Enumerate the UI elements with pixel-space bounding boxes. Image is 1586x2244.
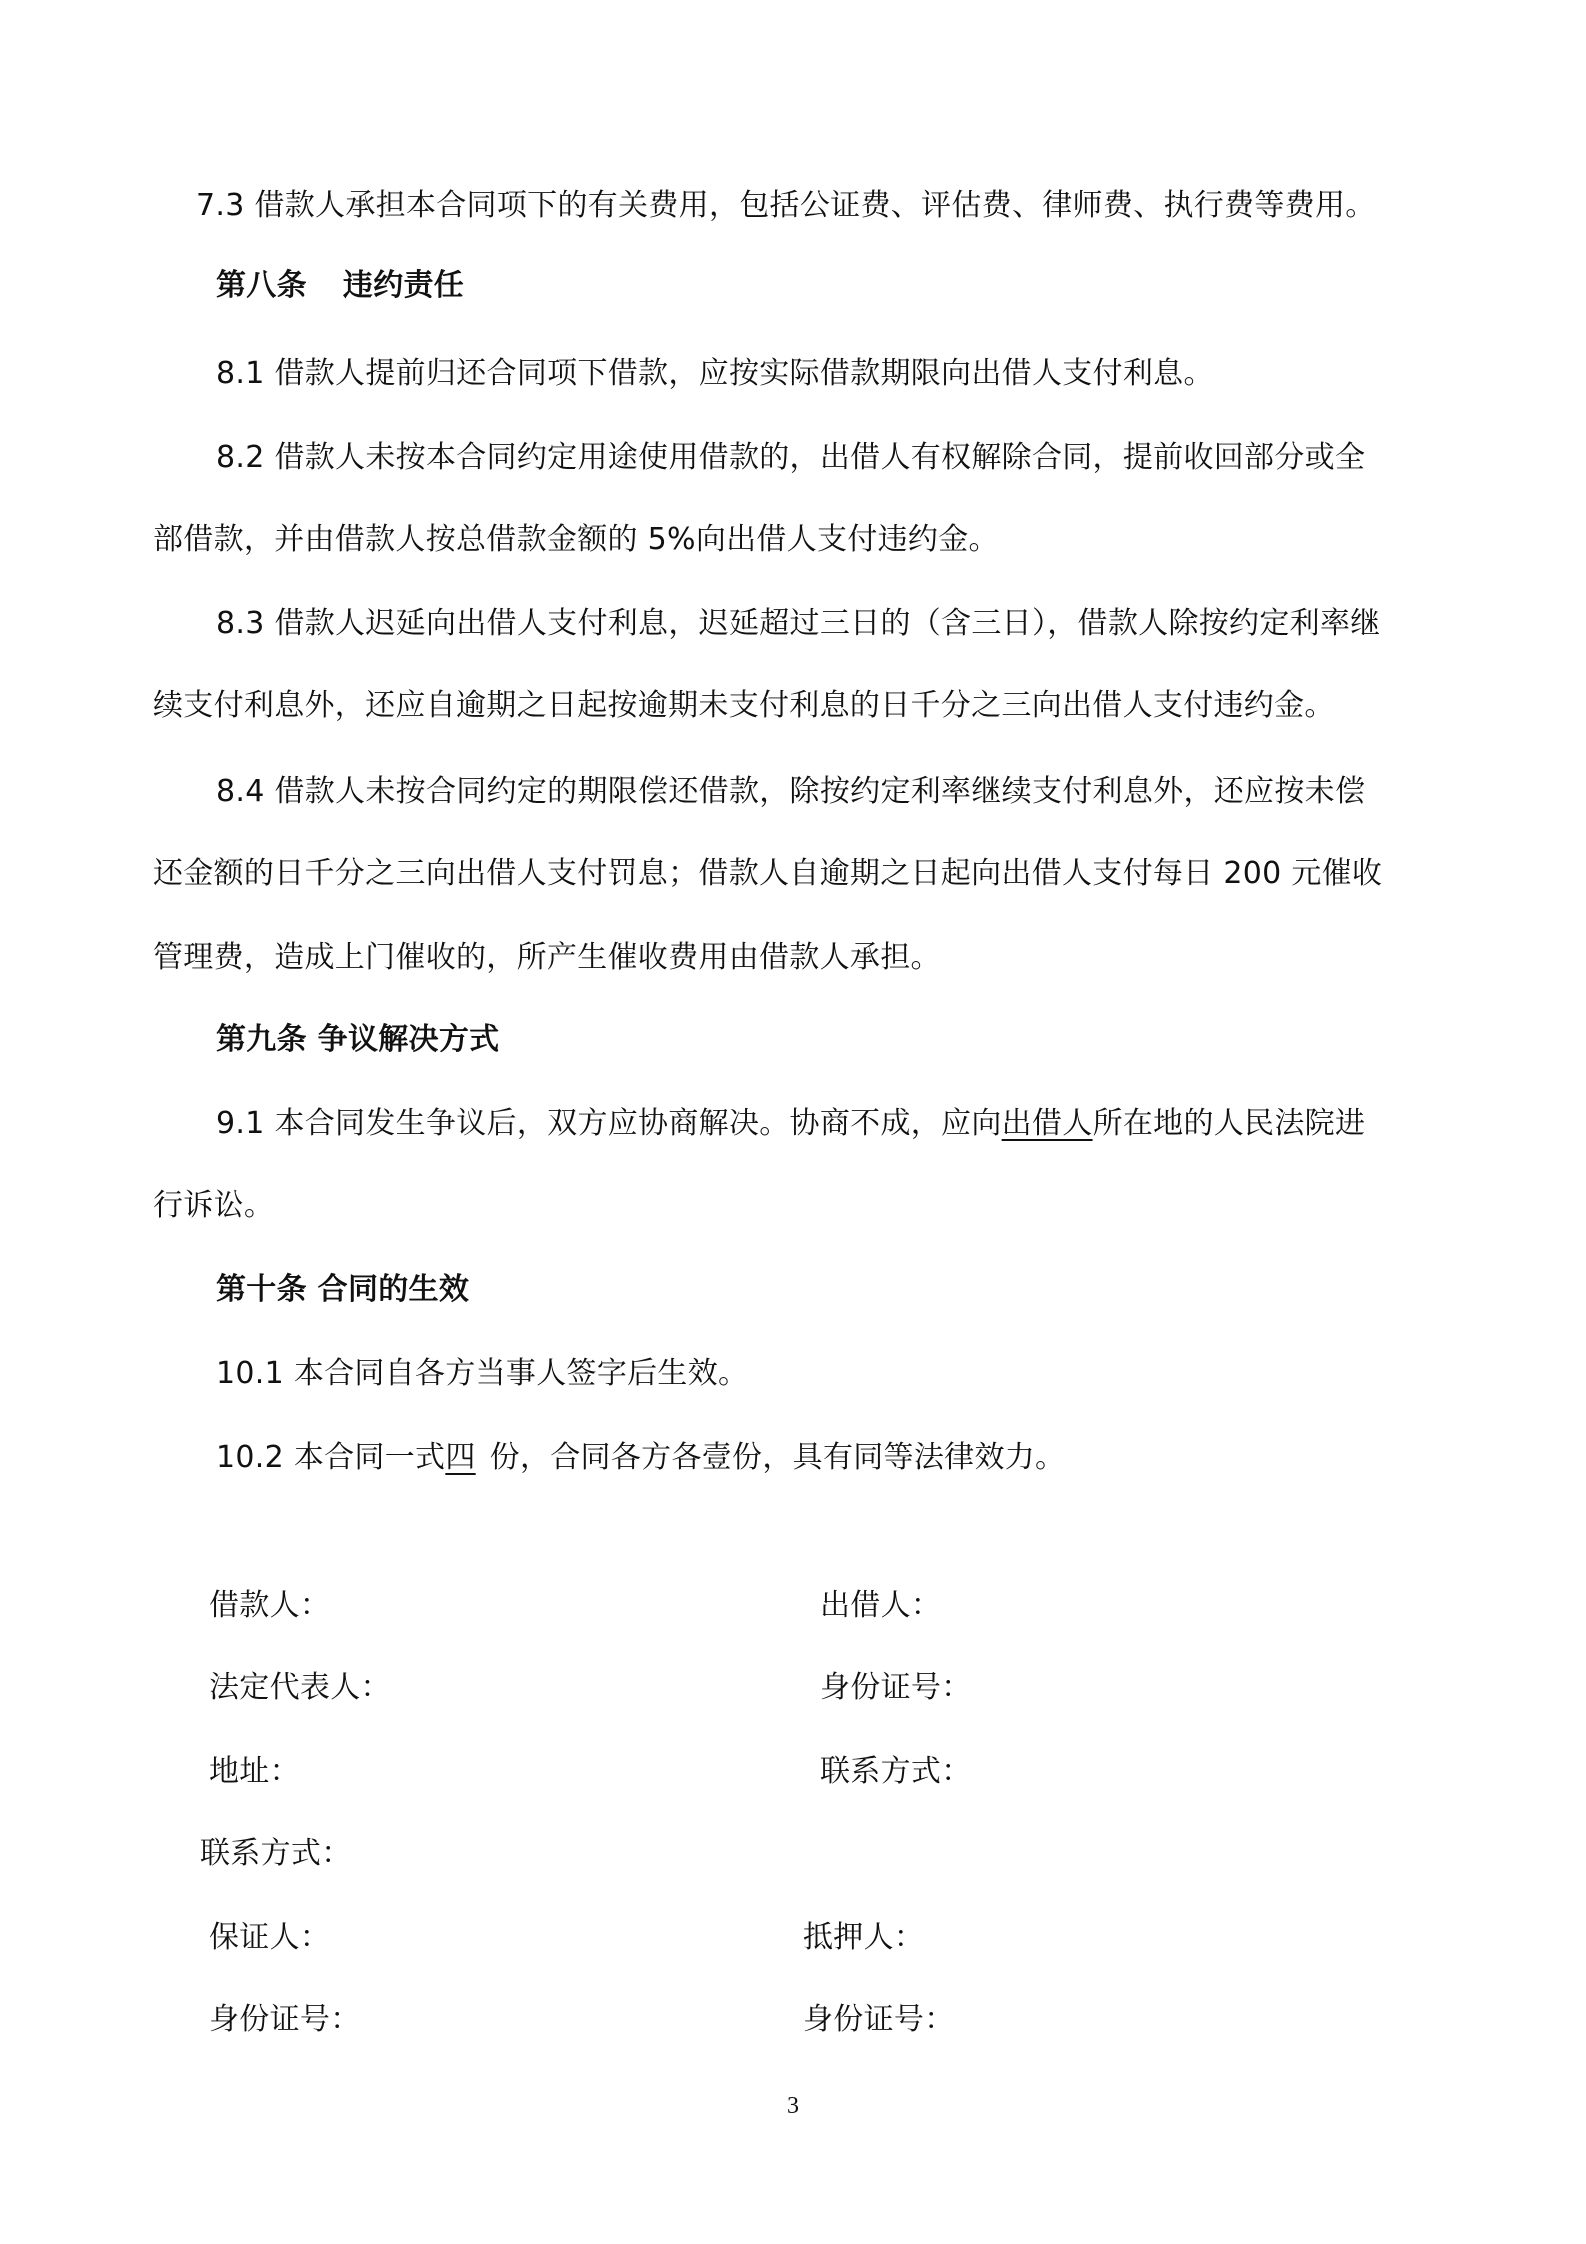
legal-representative-label: 法定代表人：	[209, 1670, 391, 1705]
clause-8-1: 8.1 借款人提前归还合同项下借款，应按实际借款期限向出借人支付利息。	[216, 356, 1214, 391]
article-8-heading	[216, 266, 464, 306]
article-9-heading: 第九条 争议解决方式	[216, 1022, 500, 1057]
lender-contact-label: 联系方式：	[820, 1754, 972, 1789]
clause-9-1-line-1	[216, 1104, 1365, 1144]
page-number: 3	[787, 2093, 799, 2119]
clause-7-3: 7.3 借款人承担本合同项下的有关费用，包括公证费、评估费、律师费、执行费等费用。	[196, 188, 1376, 223]
clause-10-1: 10.1 本合同自各方当事人签字后生效。	[216, 1356, 749, 1391]
clause-8-2-line-2: 部借款，并由借款人按总借款金额的 5%向出借人支付违约金。	[153, 522, 999, 557]
guarantor-id-number-label: 身份证号：	[209, 2002, 361, 2037]
borrower-contact-label: 联系方式：	[200, 1836, 352, 1871]
mortgagor-id-number-label: 身份证号：	[803, 2002, 955, 2037]
mortgagor-label: 抵押人：	[803, 1920, 925, 1955]
clause-9-1-line-2: 行诉讼。	[153, 1188, 275, 1223]
lender-label: 出借人：	[820, 1588, 942, 1623]
clause-10-2	[216, 1438, 1065, 1478]
clause-10-2-text-before: 10.2 本合同一式	[216, 1440, 446, 1475]
court-venue-party: 出借人	[1001, 1106, 1093, 1141]
clause-8-3-line-2: 续支付利息外，还应自逾期之日起按逾期未支付利息的日千分之三向出借人支付违约金。	[153, 688, 1335, 723]
borrower-label: 借款人：	[209, 1588, 331, 1623]
article-8-number: 第八条	[216, 268, 307, 303]
address-label: 地址：	[209, 1754, 300, 1789]
clause-8-4-line-1: 8.4 借款人未按合同约定的期限偿还借款，除按约定利率继续支付利息外，还应按未偿	[216, 774, 1366, 809]
clause-8-4-line-2: 还金额的日千分之三向出借人支付罚息；借款人自逾期之日起向出借人支付每日 200 元催收	[153, 856, 1383, 891]
clause-8-2-line-1: 8.2 借款人未按本合同约定用途使用借款的，出借人有权解除合同，提前收回部分或全	[216, 440, 1366, 475]
clause-8-3-line-1: 8.3 借款人迟延向出借人支付利息，迟延超过三日的（含三日），借款人除按约定利率继	[216, 606, 1381, 641]
copies-count: 四	[445, 1440, 476, 1475]
article-10-heading: 第十条 合同的生效	[216, 1272, 470, 1307]
clause-8-4-line-3: 管理费，造成上门催收的，所产生催收费用由借款人承担。	[153, 940, 941, 975]
clause-9-1-text-before: 9.1 本合同发生争议后，双方应协商解决。协商不成，应向	[216, 1106, 1002, 1141]
lender-id-number-label: 身份证号：	[820, 1670, 972, 1705]
article-8-name: 违约责任	[342, 268, 465, 303]
clause-10-2-text-after: 份，合同各方各壹份，具有同等法律效力。	[489, 1440, 1066, 1475]
guarantor-label: 保证人：	[209, 1920, 331, 1955]
clause-9-1-text-after: 所在地的人民法院进	[1092, 1106, 1366, 1141]
